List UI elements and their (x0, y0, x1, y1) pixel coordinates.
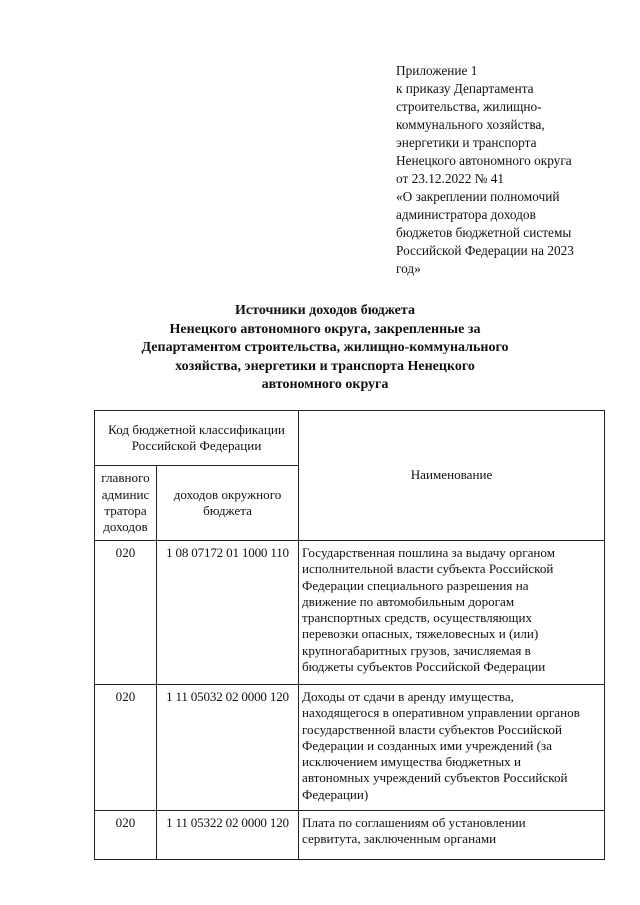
name-line: исполнительной власти субъекта Российской (302, 561, 554, 577)
table-row (95, 811, 605, 860)
appendix-line: год» (396, 261, 421, 276)
appendix-line: коммунального хозяйства, (396, 117, 545, 132)
appendix-line: строительства, жилищно- (396, 99, 542, 114)
name-line: Федерации специального разрешения на (302, 577, 529, 593)
cell-name (299, 685, 605, 811)
name-line: транспортных средств, осуществляющих (302, 610, 533, 626)
name-line: движение по автомобильным дорогам (302, 593, 515, 609)
title-line: автономного округа (261, 377, 389, 392)
name-line: крупногабаритных грузов, зачисляемая в (302, 642, 531, 658)
cell-admin-code: 020 (95, 811, 157, 860)
title-line: Источники доходов бюджета (235, 303, 415, 318)
name-line: Федерации и созданных ими учреждений (за (302, 737, 553, 753)
name-line: Плата по соглашениям об установлении (302, 815, 526, 830)
document-title (60, 302, 590, 395)
name-line: перевозки опасных, тяжеловесных и (или) (302, 626, 539, 642)
cell-income-code: 1 11 05322 02 0000 120 (157, 811, 299, 860)
appendix-line: Российской Федерации на 2023 (396, 243, 574, 258)
name-line: автономных учреждений субъектов Российской (302, 770, 568, 786)
table-row (95, 541, 605, 685)
name-line: государственной власти субъектов Российской (302, 721, 562, 737)
name-line: бюджеты субъектов Российской Федерации (302, 659, 546, 675)
table-row (95, 685, 605, 811)
title-line: Департаментом строительства, жилищно-коммунального (141, 340, 509, 355)
cell-name (299, 541, 605, 685)
income-sources-table (94, 410, 605, 860)
appendix-line: администратора доходов (396, 207, 536, 222)
name-line: Государственная пошлина за выдачу органом (302, 545, 555, 560)
title-line: хозяйства, энергетики и транспорта Ненецкого (175, 358, 475, 374)
cell-name (299, 811, 605, 860)
appendix-line: энергетики и транспорта (396, 135, 537, 150)
header-classification-code: Код бюджетной классификации Российской Федерации (95, 411, 299, 466)
header-income-code: доходов окружного бюджета (157, 466, 299, 541)
appendix-line: бюджетов бюджетной системы (396, 225, 572, 240)
cell-admin-code: 020 (95, 541, 157, 685)
appendix-line: к приказу Департамента (396, 81, 534, 96)
name-line: Доходы от сдачи в аренду имущества, (302, 689, 514, 704)
cell-income-code: 1 08 07172 01 1000 110 (157, 541, 299, 685)
appendix-line: Приложение 1 (396, 63, 478, 78)
name-line: Федерации) (302, 786, 369, 802)
name-line: сервитута, заключенным органами (302, 831, 497, 847)
name-line: исключением имущества бюджетных и (302, 754, 521, 770)
header-main-admin: главного админис тратора доходов (95, 466, 157, 541)
cell-income-code: 1 11 05032 02 0000 120 (157, 685, 299, 811)
name-line: находящегося в оперативном управлении органов (302, 705, 580, 721)
title-line: Ненецкого автономного округа, закрепленные за (169, 321, 481, 337)
appendix-block (396, 62, 622, 278)
appendix-line: «О закреплении полномочий (396, 189, 560, 204)
appendix-line: Ненецкого автономного округа (396, 153, 572, 168)
header-name: Наименование (299, 411, 605, 541)
cell-admin-code: 020 (95, 685, 157, 811)
appendix-line: от 23.12.2022 № 41 (396, 171, 505, 186)
